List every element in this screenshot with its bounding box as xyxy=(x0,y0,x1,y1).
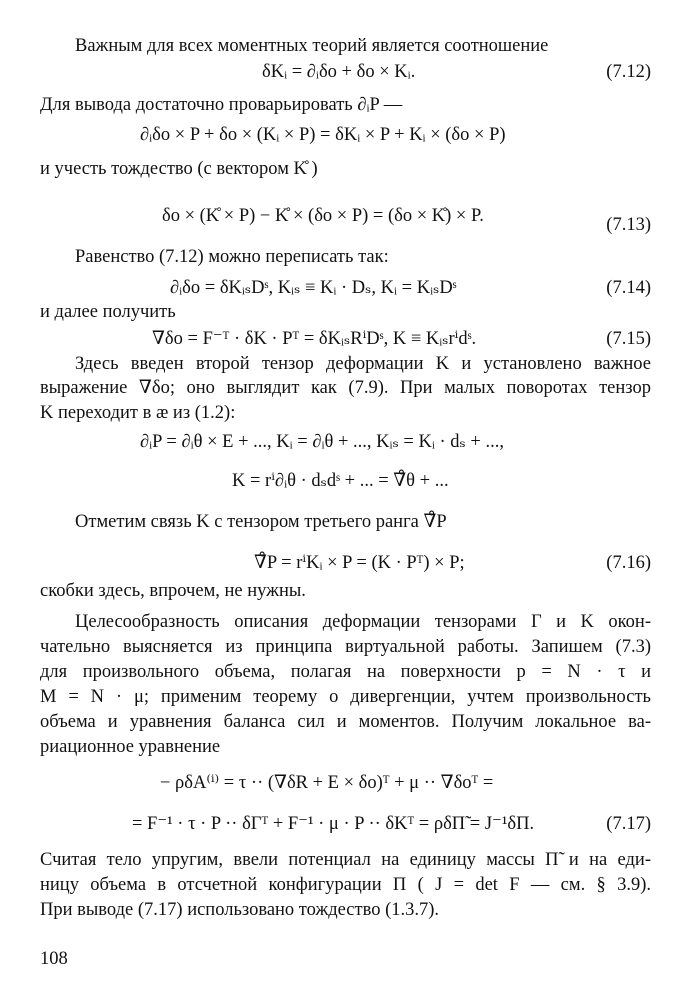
text-line: чательно выясняется из принципа виртуальной работы. Запишем (7.3) xyxy=(40,637,651,657)
text-line: При выводе (7.17) использовано тождество (1.3.7). xyxy=(40,900,440,920)
text-line: Для вывода достаточно проварьировать ∂ᵢP — xyxy=(40,95,403,115)
equation: ∂ᵢδo = δKᵢₛDˢ, Kᵢₛ ≡ Kᵢ · Dₛ, Kᵢ = KᵢₛDˢ xyxy=(170,278,457,298)
text-line: Здесь введен второй тензор деформации K и установлено важное xyxy=(75,354,651,374)
text-line: M = N · μ; применим теорему о дивергенции, учтем произвольность xyxy=(40,687,651,707)
text-line: Равенство (7.12) можно переписать так: xyxy=(75,247,389,267)
text-line: K переходит в æ из (1.2): xyxy=(40,403,236,423)
equation-number: (7.12) xyxy=(606,62,651,82)
page-number: 108 xyxy=(40,949,68,969)
equation: ∇̊P = rⁱKᵢ × P = (K · Pᵀ) × P; xyxy=(254,553,465,573)
equation-number: (7.17) xyxy=(606,814,651,834)
equation: δKᵢ = ∂ᵢδo + δo × Kᵢ. xyxy=(262,62,416,82)
equation: = F⁻¹ · τ · P ·· δΓᵀ + F⁻¹ · μ · P ·· δKᵀ = ρδΠ̃ = J⁻¹δΠ. xyxy=(132,814,535,834)
text-line: Целесообразность описания деформации тензорами Γ и K окон- xyxy=(75,612,651,632)
equation: K = rⁱ∂ᵢθ · dₛdˢ + ... = ∇̊θ + ... xyxy=(232,471,449,491)
equation-number: (7.15) xyxy=(606,329,651,349)
text-line: выражение ∇δo; оно выглядит как (7.9). При малых поворотах тензор xyxy=(40,378,651,398)
equation-number: (7.14) xyxy=(606,278,651,298)
text-line: Считая тело упругим, ввели потенциал на единицу массы Π̃ и на еди- xyxy=(40,850,651,870)
equation: ∂ᵢδo × P + δo × (Kᵢ × P) = δKᵢ × P + Kᵢ × (δo × P) xyxy=(140,125,506,145)
equation-number: (7.13) xyxy=(606,215,651,235)
equation-number: (7.16) xyxy=(606,553,651,573)
equation: δo × (K̊ × P) − K̊ × (δo × P) = (δo × K̊) × P. xyxy=(162,206,484,226)
text-line: риационное уравнение xyxy=(40,737,221,757)
text-line: Отметим связь K с тензором третьего ранга ∇̊P xyxy=(75,512,447,532)
text-line: для произвольного объема, полагая на поверхности p = N · τ и xyxy=(40,662,651,682)
text-line: Важным для всех моментных теорий является соотношение xyxy=(75,36,549,56)
text-line: скобки здесь, впрочем, не нужны. xyxy=(40,581,306,601)
equation: − ρδA⁽ⁱ⁾ = τ ·· (∇δR + E × δo)ᵀ + μ ·· ∇δoᵀ = xyxy=(160,773,494,793)
text-line: объема и уравнения баланса сил и моментов. Получим локальное ва- xyxy=(40,712,651,732)
text-line: и учесть тождество (с вектором K̊ ) xyxy=(40,159,318,179)
equation: ∇δo = F⁻ᵀ · δK · Pᵀ = δKᵢₛRⁱDˢ, K ≡ Kᵢₛrⁱdˢ. xyxy=(152,329,477,349)
text-line: и далее получить xyxy=(40,302,176,322)
text-line: ницу объема в отсчетной конфигурации Π ( J = det F — см. § 3.9). xyxy=(40,875,651,895)
equation: ∂ᵢP = ∂ᵢθ × E + ..., Kᵢ = ∂ᵢθ + ..., Kᵢₛ = Kᵢ · dₛ + ..., xyxy=(140,432,504,452)
